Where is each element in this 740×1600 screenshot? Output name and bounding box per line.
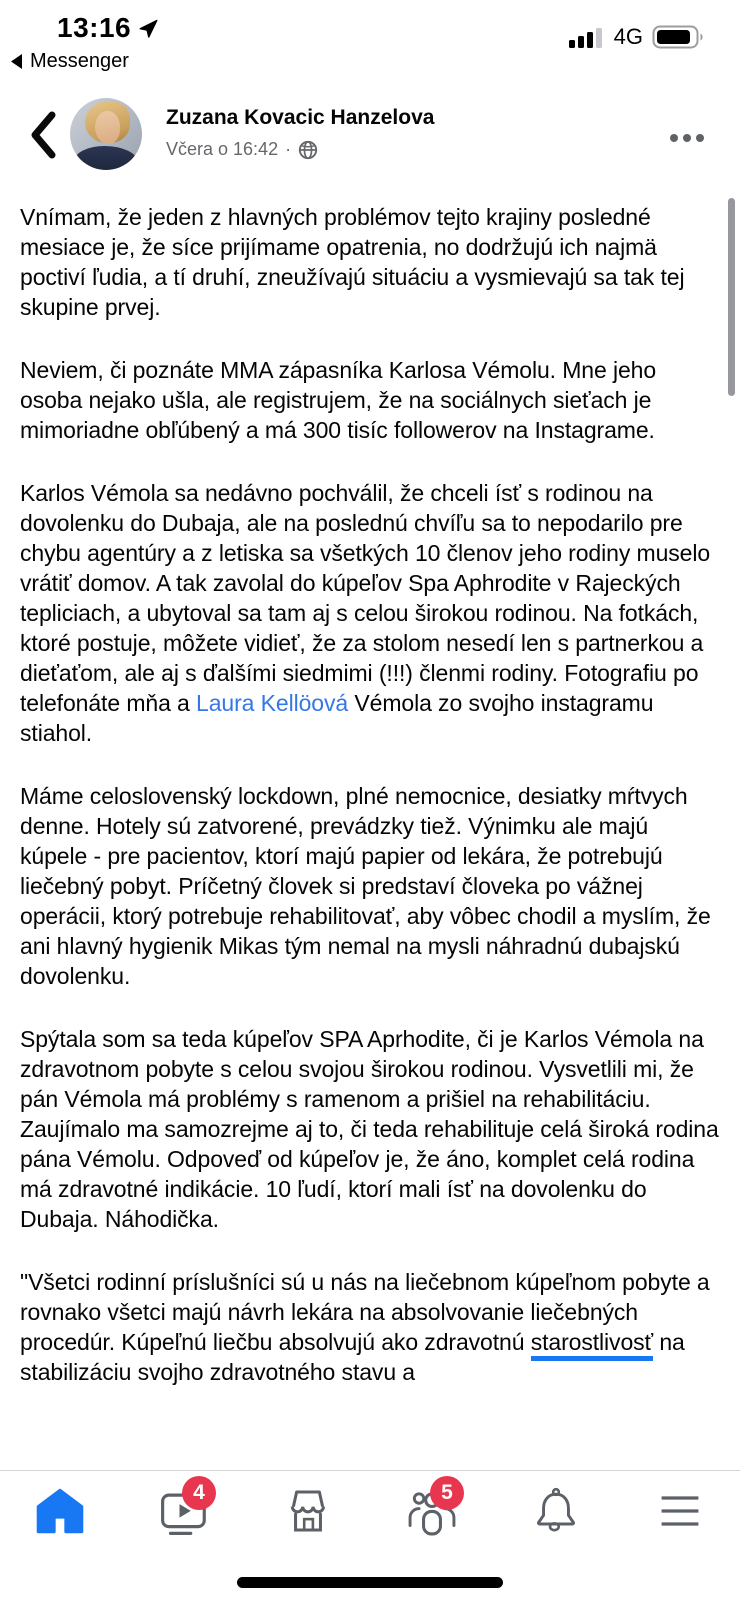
avatar-blazer [74, 146, 138, 170]
tab-groups[interactable] [400, 1481, 464, 1545]
post-paragraph: Vnímam, že jeden z hlavných problémov tejto krajiny posledné mesiace je, že síce prijímame opatrenia, no dodržujú ich najmä poctiví ľudia, a tí druhí, zneužívajú situáciu a vysmievajú sa tak tej skupine prvej. [20, 204, 685, 320]
post-paragraph: Neviem, či poznáte MMA zápasníka Karlosa Vémolu. Mne jeho osoba nejako ušla, ale registrujem, že na sociálnych sieťach je mimoriadne obľúbený a má 300 tisíc followerov na Instagrame. [20, 357, 657, 443]
post-paragraph [20, 478, 720, 748]
post-paragraph: Máme celoslovenský lockdown, plné nemocnice, desiatky mŕtvych denne. Hotely sú zatvorené, prevádzky tiež. Výnimku ale majú kúpele - pre pacientov, ktorí majú papier od lekára, že potrebujú liečebný pobyt. Príčetný človek si predstaví človeka po vážnej operácii, ktorý potrebuje rehabilitovať, aby vôbec chodil a myslím, že ani hlavný hygienik Mikas tým nemal na mysli náhradnú dubajskú dovolenku. [20, 783, 711, 989]
post-paragraph: Spýtala som sa teda kúpeľov SPA Aprhodite, či je Karlos Vémola na zdravotnom pobyte s celou svojou širokou rodinou. Vysvetlili mi, že pán Vémola má problémy s ramenom a prišiel na rehabilitáciu. Zaujímalo ma samozrejme aj to, či teda rehabilituje celá široká rodina pána Vémolu. Odpoveď od kúpeľov je, že áno, komplet celá rodina má zdravotné indikácie. 10 ľudí, ktorí mali ísť na dovolenku do Dubaja. Náhodička. [20, 1026, 719, 1232]
marketplace-icon [282, 1485, 334, 1537]
tab-menu[interactable] [648, 1485, 712, 1545]
tab-watch[interactable] [152, 1481, 216, 1545]
more-options-icon[interactable] [664, 128, 710, 148]
post-author-name[interactable]: Zuzana Kovacic Hanzelova [166, 106, 435, 129]
post-meta [166, 139, 318, 160]
globe-icon [298, 140, 318, 160]
back-app-label: Messenger [30, 50, 129, 72]
paragraph-text: Vémola zo svojho instagramu stiahol. [20, 690, 654, 746]
home-indicator[interactable] [237, 1577, 503, 1588]
back-triangle-icon [10, 53, 23, 70]
groups-badge: 5 [430, 1476, 464, 1510]
avatar-face [95, 111, 120, 144]
status-indicators [569, 24, 706, 50]
post-paragraph [20, 1267, 720, 1387]
tagged-person-link[interactable]: Laura Kellöová [196, 690, 349, 716]
clock-text: 13:16 [57, 12, 132, 43]
tab-home[interactable] [28, 1485, 92, 1545]
signal-bars-icon [569, 26, 605, 48]
status-time [57, 12, 159, 44]
bell-icon [530, 1485, 582, 1537]
battery-icon [652, 24, 706, 50]
home-icon [34, 1485, 86, 1537]
scrollbar[interactable] [728, 198, 735, 396]
avatar[interactable] [70, 98, 142, 170]
back-to-messenger-button[interactable] [10, 50, 129, 73]
meta-separator: · [285, 139, 292, 159]
tab-marketplace[interactable] [276, 1485, 340, 1545]
underlined-word: starostlivosť [531, 1329, 653, 1361]
post-timestamp[interactable]: Včera o 16:42 [166, 139, 279, 159]
menu-icon [654, 1485, 706, 1537]
back-chevron-icon[interactable] [28, 110, 58, 160]
network-type-label: 4G [613, 24, 643, 49]
post-text [20, 202, 720, 1470]
paragraph-text: na stabilizáciu svojho zdravotného stavu a [20, 1329, 685, 1385]
paragraph-text: Karlos Vémola sa nedávno pochválil, že chceli ísť s rodinou na dovolenku do Dubaja, ale na poslednú chvíľu sa to nepodarilo pre chybu agentúry a z letiska sa všetkých 10 členov jeho rodiny muselo vrátiť domov. A tak zavolal do kúpeľov Spa Aphrodite v Rajeckých tepliciach, a ubytoval sa tam aj s celou širokou rodinou. Na fotkách, ktoré postuje, môžete vidieť, že za stolom nesedí len s partnerkou a dieťaťom, ale aj s ďalšími siedmimi (!!!) členmi rodiny. Fotografiu po telefonáte mňa a [20, 480, 711, 716]
tab-notifications[interactable] [524, 1485, 588, 1545]
paragraph-text: "Všetci rodinní príslušníci sú u nás na liečebnom kúpeľnom pobyte a rovnako všetci majú návrh lekára na absolvovanie liečebných procedúr. Kúpeľnú liečbu absolvujú ako zdravotnú [20, 1269, 710, 1355]
location-arrow-icon [138, 18, 159, 39]
watch-badge: 4 [182, 1476, 216, 1510]
